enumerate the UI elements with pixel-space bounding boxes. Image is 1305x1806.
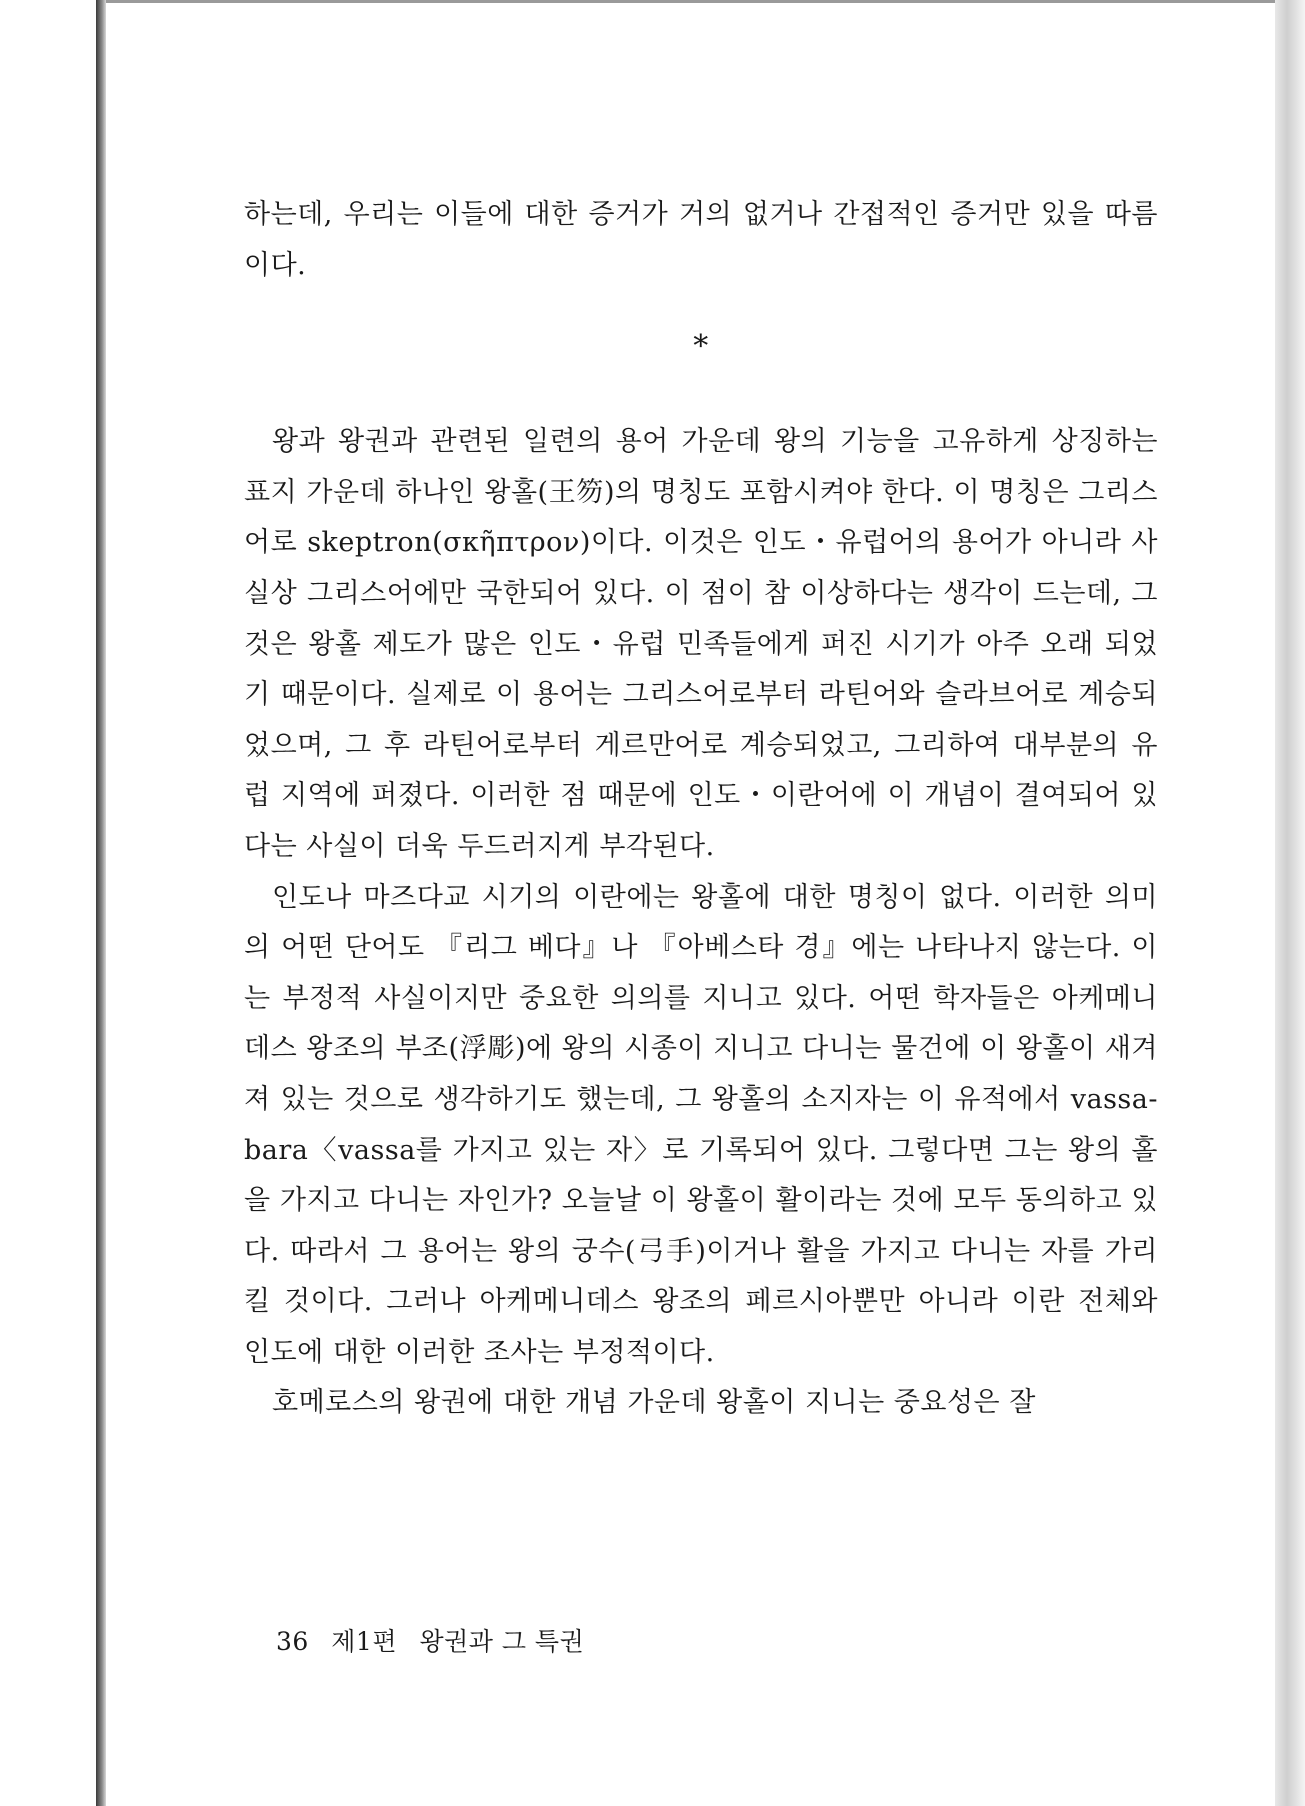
book-spine-edge [96,0,106,1806]
part-label: 제1편 [331,1627,397,1656]
paragraph-2: 인도나 마즈다교 시기의 이란에는 왕홀에 대한 명칭이 없다. 이러한 의미의 어떤 단어도 『리그 베다』나 『아베스타 경』에는 나타나지 않는다. 이는 부정적 사실이지만 중요한 의의를 지니고 있다. 어떤 학자들은 아케메니데스 왕조의 부조(浮彫)에 왕의 시종이 지니고 다니는 물건에 이 왕홀이 새겨져 있는 것으로 생각하기도 했는데, 그 왕홀의 소지자는 이 유적에서 vassa-bara〈vassa를 가지고 있는 자〉로 기록되어 있다. 그렇다면 그는 왕의 홀을 가지고 다니는 자인가? 오늘날 이 왕홀이 활이라는 것에 모두 동의하고 있다. 따라서 그 용어는 왕의 궁수(弓手)이거나 활을 가지고 다니는 자를 가리킬 것이다. 그러나 아케메니데스 왕조의 페르시아뿐만 아니라 이란 전체와 인도에 대한 이러한 조사는 부정적이다. [244,881,1158,1368]
section-separator: * [693,329,709,365]
page-margin-left [0,0,96,1806]
part-title: 왕권과 그 특권 [419,1627,585,1656]
body-text [244,190,1158,1429]
page-number: 36 [276,1627,309,1656]
page-footer [276,1622,598,1658]
paragraph-3: 호메로스의 왕권에 대한 개념 가운데 왕홀이 지니는 중요성은 잘 [272,1387,1036,1419]
paragraph-1: 왕과 왕권과 관련된 일련의 용어 가운데 왕의 기능을 고유하게 상징하는 표지 가운데 하나인 왕홀(王笏)의 명칭도 포함시켜야 한다. 이 명칭은 그리스어로 skeptron(σκῆπτρον)이다. 이것은 인도・유럽어의 용어가 아니라 사실상 그리스어에만 국한되어 있다. 이 점이 참 이상하다는 생각이 드는데, 그것은 왕홀 제도가 많은 인도・유럽 민족들에게 퍼진 시기가 아주 오래 되었기 때문이다. 실제로 이 용어는 그리스어로부터 라틴어와 슬라브어로 계승되었으며, 그 후 라틴어로부터 게르만어로 계승되었고, 그리하여 대부분의 유럽 지역에 퍼졌다. 이러한 점 때문에 인도・이란어에 이 개념이 결여되어 있다는 사실이 더욱 두드러지게 부각된다. [244,426,1158,862]
paragraph-continuation: 하는데, 우리는 이들에 대한 증거가 거의 없거나 간접적인 증거만 있을 따름이다. [244,199,1158,281]
page-edge-right [1275,0,1305,1806]
